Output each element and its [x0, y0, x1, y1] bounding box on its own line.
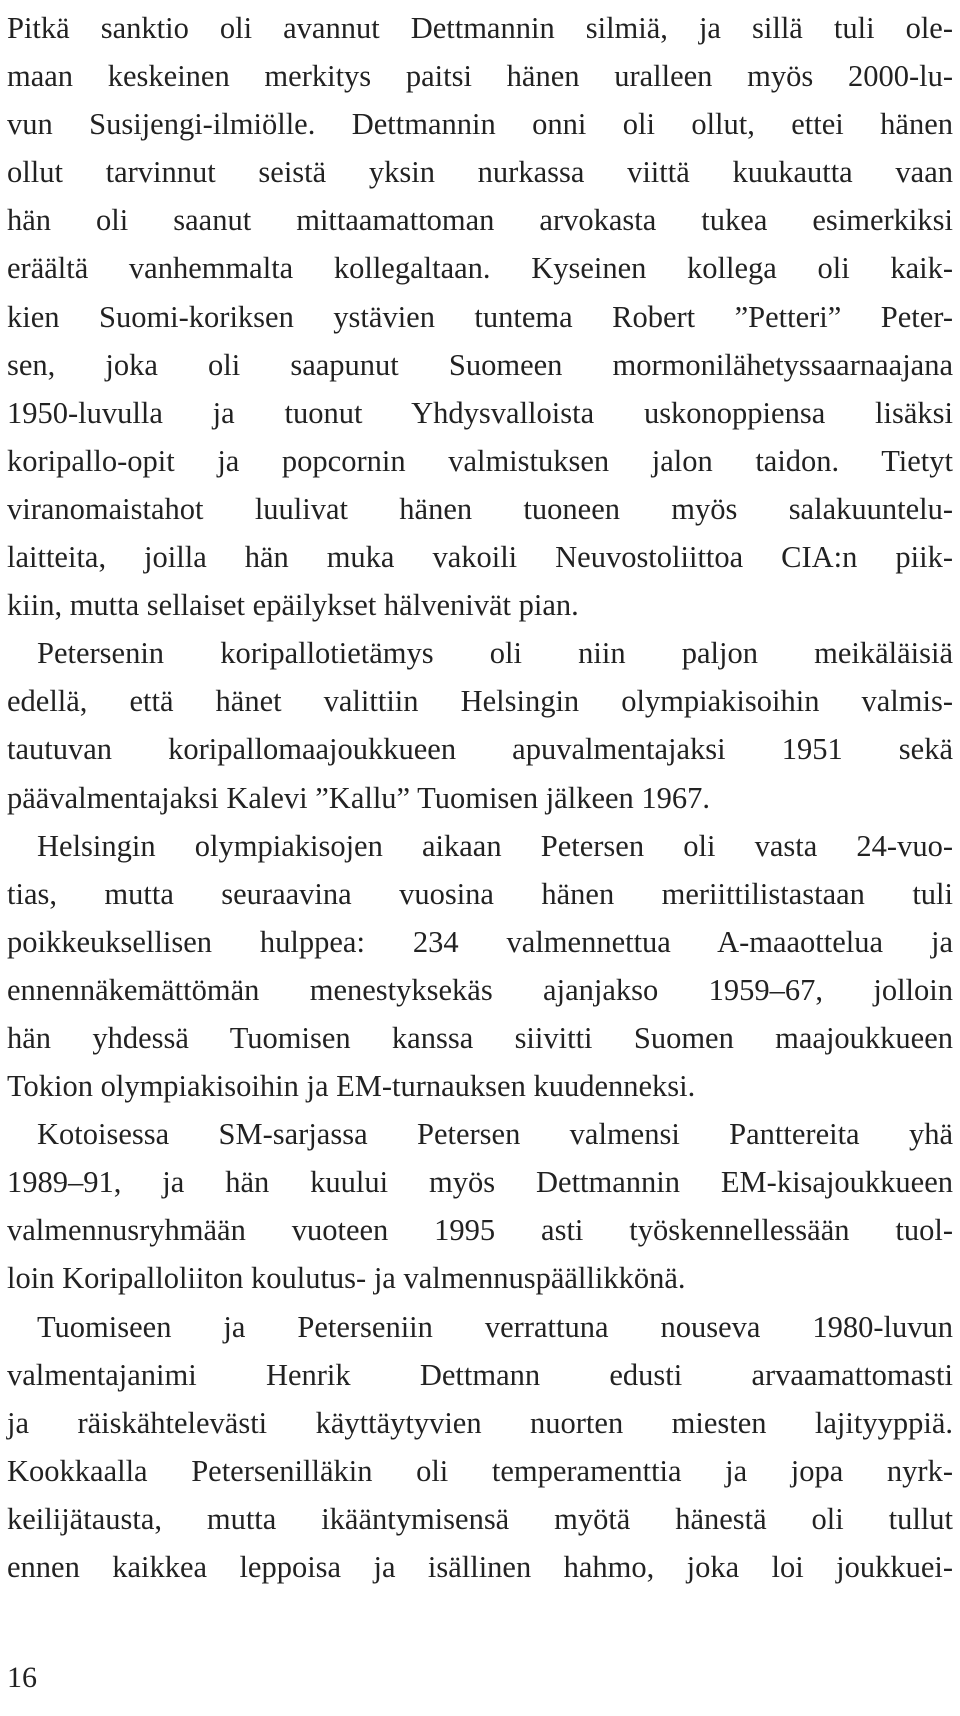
text-line: ennen kaikkea leppoisa ja isällinen hahmo, joka loi joukkuei- [7, 1550, 953, 1584]
text-line: 1950-luvulla ja tuonut Yhdysvalloista uskonoppiensa lisäksi [7, 395, 953, 430]
text-line: ja räiskähtelevästi käyttäytyvien nuorten miesten lajityyppiä. [7, 1405, 953, 1440]
text-line: sen, joka oli saapunut Suomeen mormonilähetyssaarnaajana [7, 347, 953, 382]
text-line: valmentajanimi Henrik Dettmann edusti arvaamattomasti [7, 1357, 953, 1392]
paragraph [7, 822, 953, 1111]
paragraph [7, 4, 953, 629]
paragraph [7, 1303, 953, 1592]
text-line: loin Koripalloliiton koulutus- ja valmennuspäällikkönä. [7, 1261, 686, 1296]
text-line: hän oli saanut mittaamattoman arvokasta tukea esimerkiksi [7, 203, 953, 238]
text-line: tautuvan koripallomaajoukkueen apuvalmentajaksi 1951 sekä [7, 732, 953, 767]
text-line: Petersenin koripallotietämys oli niin paljon meikäläisiä [37, 636, 953, 671]
text-line: Tokion olympiakisoihin ja EM-turnauksen kuudenneksi. [7, 1069, 696, 1104]
text-line: Kookkaalla Petersenilläkin oli temperamenttia ja jopa nyrk- [7, 1453, 953, 1488]
text-line: vun Susijengi-ilmiölle. Dettmannin onni oli ollut, ettei hänen [7, 107, 953, 142]
text-line: edellä, että hänet valittiin Helsingin olympiakisoihin valmis- [7, 684, 953, 719]
paragraph [7, 1110, 953, 1302]
text-line: 1989–91, ja hän kuului myös Dettmannin EM-kisajoukkueen [7, 1165, 953, 1200]
text-line: hän yhdessä Tuomisen kanssa siivitti Suomen maajoukkueen [7, 1020, 953, 1055]
text-line: Tuomiseen ja Peterseniin verrattuna nouseva 1980-luvun [37, 1309, 953, 1344]
text-line: kiin, mutta sellaiset epäilykset hälvenivät pian. [7, 588, 579, 623]
text-line: viranomaistahot luulivat hänen tuoneen myös salakuuntelu- [7, 491, 953, 526]
text-line: laitteita, joilla hän muka vakoili Neuvostoliittoa CIA:n piik- [7, 540, 953, 575]
text-line: keilijätausta, mutta ikääntymisensä myötä hänestä oli tullut [7, 1501, 953, 1536]
text-line: kien Suomi-koriksen ystävien tuntema Robert ”Petteri” Peter- [7, 299, 953, 334]
text-line: ennennäkemättömän menestyksekäs ajanjakso 1959–67, jolloin [7, 972, 953, 1007]
text-line: Kotoisessa SM-sarjassa Petersen valmensi Panttereita yhä [37, 1117, 953, 1152]
text-line: koripallo-opit ja popcornin valmistuksen jalon taidon. Tietyt [7, 443, 953, 478]
text-line: maan keskeinen merkitys paitsi hänen uralleen myös 2000-lu- [7, 59, 953, 94]
text-line: ollut tarvinnut seistä yksin nurkassa viittä kuukautta vaan [7, 155, 953, 190]
paragraph [7, 629, 953, 821]
text-line: eräältä vanhemmalta kollegaltaan. Kyseinen kollega oli kaik- [7, 251, 953, 286]
page-number: 16 [7, 1661, 37, 1694]
text-line: poikkeuksellisen hulppea: 234 valmennettua A-maaottelua ja [7, 924, 953, 959]
text-line: Pitkä sanktio oli avannut Dettmannin silmiä, ja sillä tuli ole- [7, 11, 953, 45]
text-line: valmennusryhmään vuoteen 1995 asti työskennellessään tuol- [7, 1213, 953, 1248]
text-line: tias, mutta seuraavina vuosina hänen meriittilistastaan tuli [7, 876, 953, 911]
document-page [7, 0, 953, 1716]
text-line: Helsingin olympiakisojen aikaan Petersen oli vasta 24-vuo- [37, 828, 953, 863]
body-text [7, 4, 953, 1591]
text-line: päävalmentajaksi Kalevi ”Kallu” Tuomisen jälkeen 1967. [7, 780, 711, 815]
